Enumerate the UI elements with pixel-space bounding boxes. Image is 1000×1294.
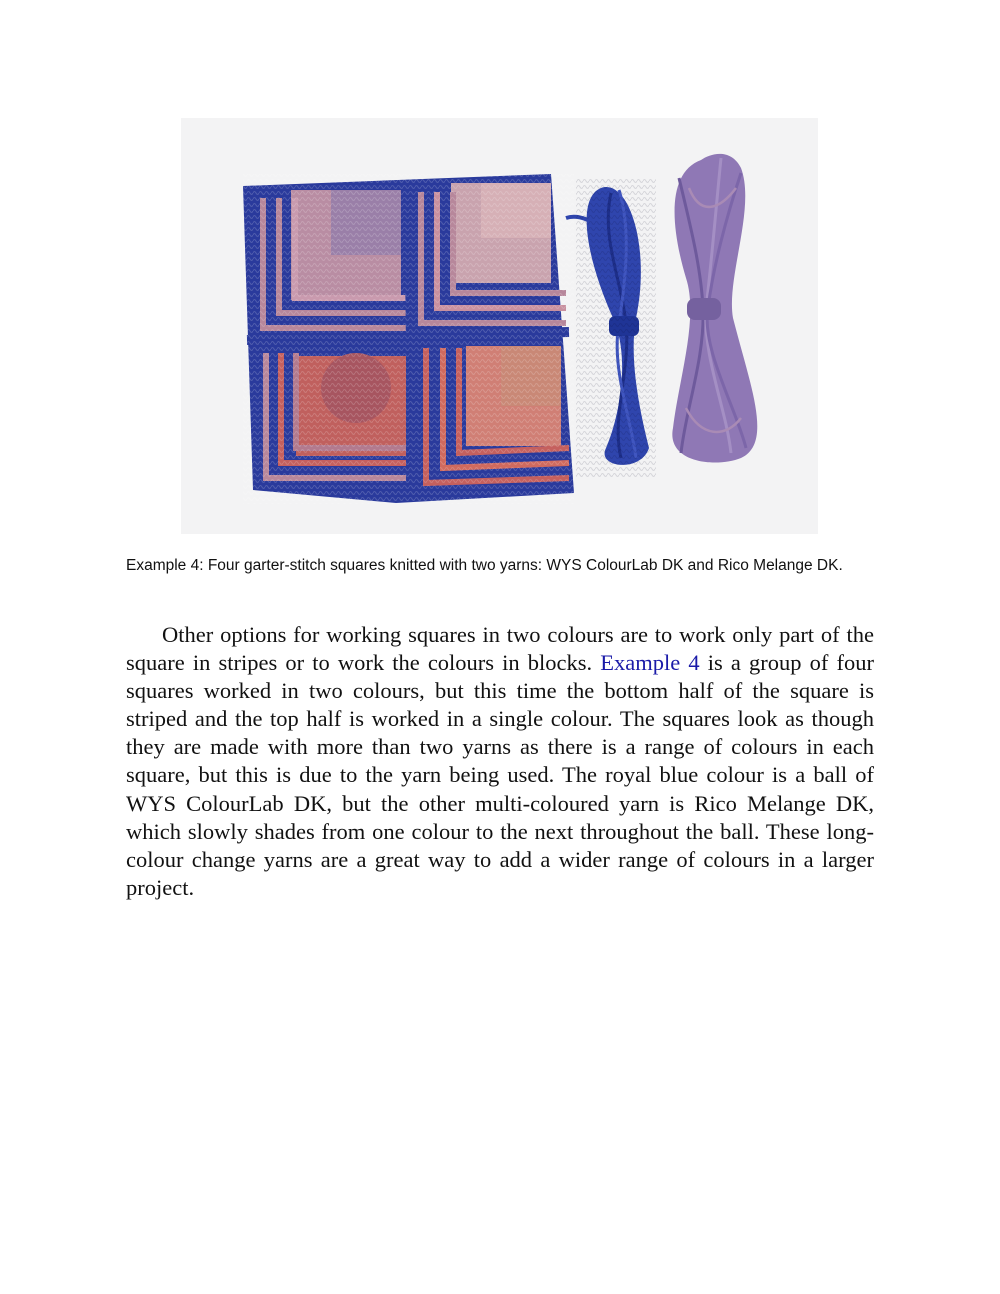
- blue-yarn-hank: [566, 178, 656, 478]
- knitted-squares-photo: [181, 118, 818, 534]
- paragraph-text-end: is a group of four squares worked in two colours, but this time the bottom half of the square is striped and the top half is worked in a single colour. The squares look as though they are made with more than two yarns as there is a range of colours in each square, but this is due to the yarn being used. The royal blue colour is a ball of WYS ColourLab DK, but the other multi-coloured yarn is Rico Melange DK, which slowly shades from one colour to the next throughout the ball. These long-colour change yarns are a great way to add a wider range of colours in a larger project.: [126, 650, 874, 900]
- body-paragraph: [126, 621, 874, 902]
- paragraph-text-start: Other options for working squares in two colours are to work only part of the square in stripes or to work the colours in blocks.: [126, 622, 874, 676]
- example-4-link[interactable]: Example 4: [600, 650, 700, 676]
- figure-caption: Example 4: Four garter-stitch squares knitted with two yarns: WYS ColourLab DK and Rico Melange DK.: [126, 557, 843, 574]
- knitted-piece: [243, 174, 574, 504]
